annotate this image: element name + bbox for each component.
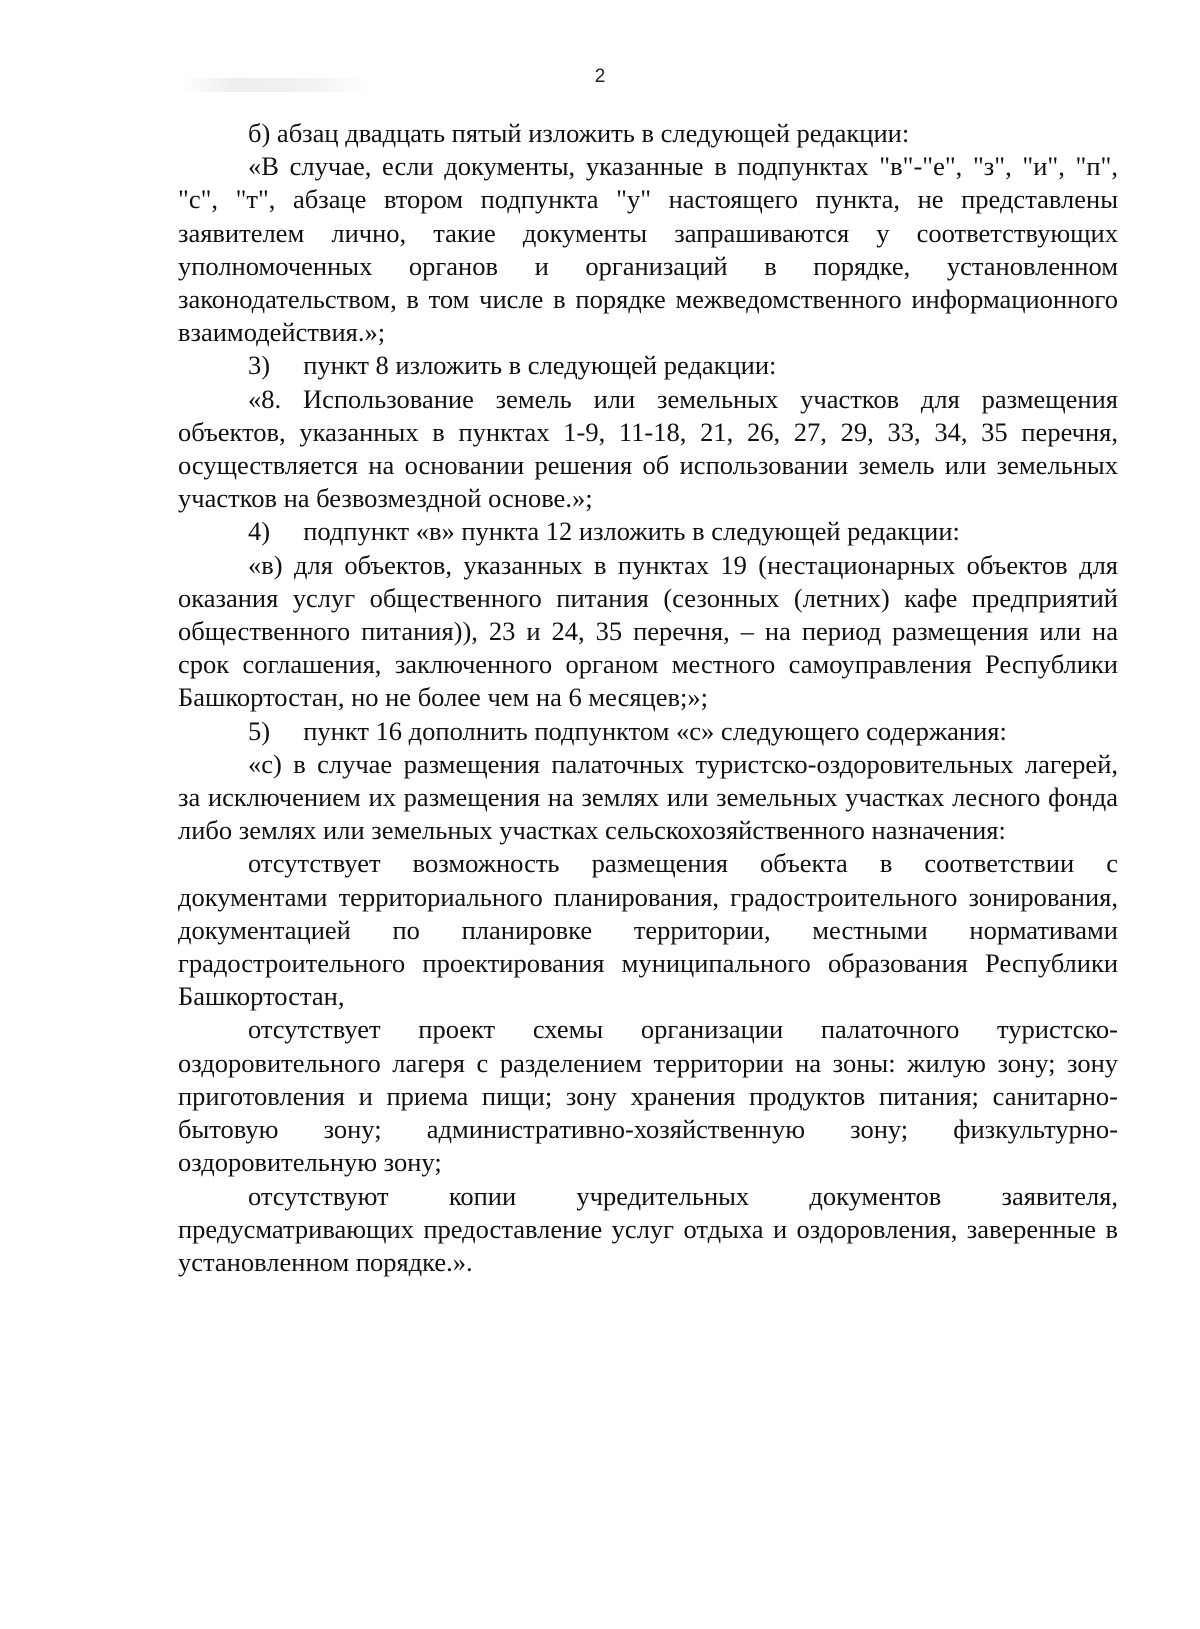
- paragraph-item-5: 5) пункт 16 дополнить подпунктом «с» следующего содержания:: [248, 715, 1007, 746]
- paragraph-quoted-item-b: «В случае, если документы, указанные в подпунктах "в"-"е", "з", "и", "п", "с", "т", абзаце втором подпункта "у" настоящего пункта, не представлены заявителем лично, такие документы запрашиваются у соответствующих уполномоченных органов и организаций в порядке, установленном законодательством, в том числе в порядке межведомственного информационного взаимодействия.»;: [178, 151, 1118, 348]
- paragraph-item-3: 3) пункт 8 изложить в следующей редакции:: [248, 350, 777, 381]
- paragraph-item-4: 4) подпункт «в» пункта 12 изложить в следующей редакции:: [248, 516, 960, 547]
- paragraph-quoted-subitem-s: «с) в случае размещения палаточных туристско-оздоровительных лагерей, за исключением их размещения на землях или земельных участках лесного фонда либо землях или земельных участках сельскохозяйственного назначения:: [178, 748, 1118, 846]
- paragraph-condition-3: отсутствуют копии учредительных документов заявителя, предусматривающих предоставление услуг отдыха и оздоровления, заверенные в установленном порядке.».: [178, 1180, 1118, 1277]
- paragraph-condition-2: отсутствует проект схемы организации палаточного туристско-оздоровительного лагеря с разделением территории на зоны: жилую зону; зону приготовления и приема пищи; зону хранения продуктов питания; санитарно-бытовую зону; административно-хозяйственную зону; физкультурно-оздоровительную зону;: [178, 1014, 1118, 1178]
- paragraph-quoted-item-8: «8. Использование земель или земельных участков для размещения объектов, указанных в пунктах 1-9, 11-18, 21, 26, 27, 29, 33, 34, 35 перечня, осуществляется на основании решения об использовании земель или земельных участков на безвозмездной основе.»;: [178, 383, 1118, 514]
- paragraph-quoted-subitem-v: «в) для объектов, указанных в пунктах 19 (нестационарных объектов для оказания услуг общественного питания (сезонных (летних) кафе предприятий общественного питания)), 23 и 24, 35 перечня, – на период размещения или на срок соглашения, заключенного органом местного самоуправления Республики Башкортостан, но не более чем на 6 месяцев;»;: [178, 549, 1118, 713]
- page-number: 2: [594, 66, 606, 87]
- paragraph-condition-1: отсутствует возможность размещения объекта в соответствии с документами территориального планирования, градостроительного зонирования, документацией по планировке территории, местными нормативами градостроительного проектирования муниципального образования Республики Башкортостан,: [178, 848, 1118, 1012]
- document-body: [178, 117, 1118, 1279]
- paragraph-item-b: б) абзац двадцать пятый изложить в следующей редакции:: [248, 118, 910, 148]
